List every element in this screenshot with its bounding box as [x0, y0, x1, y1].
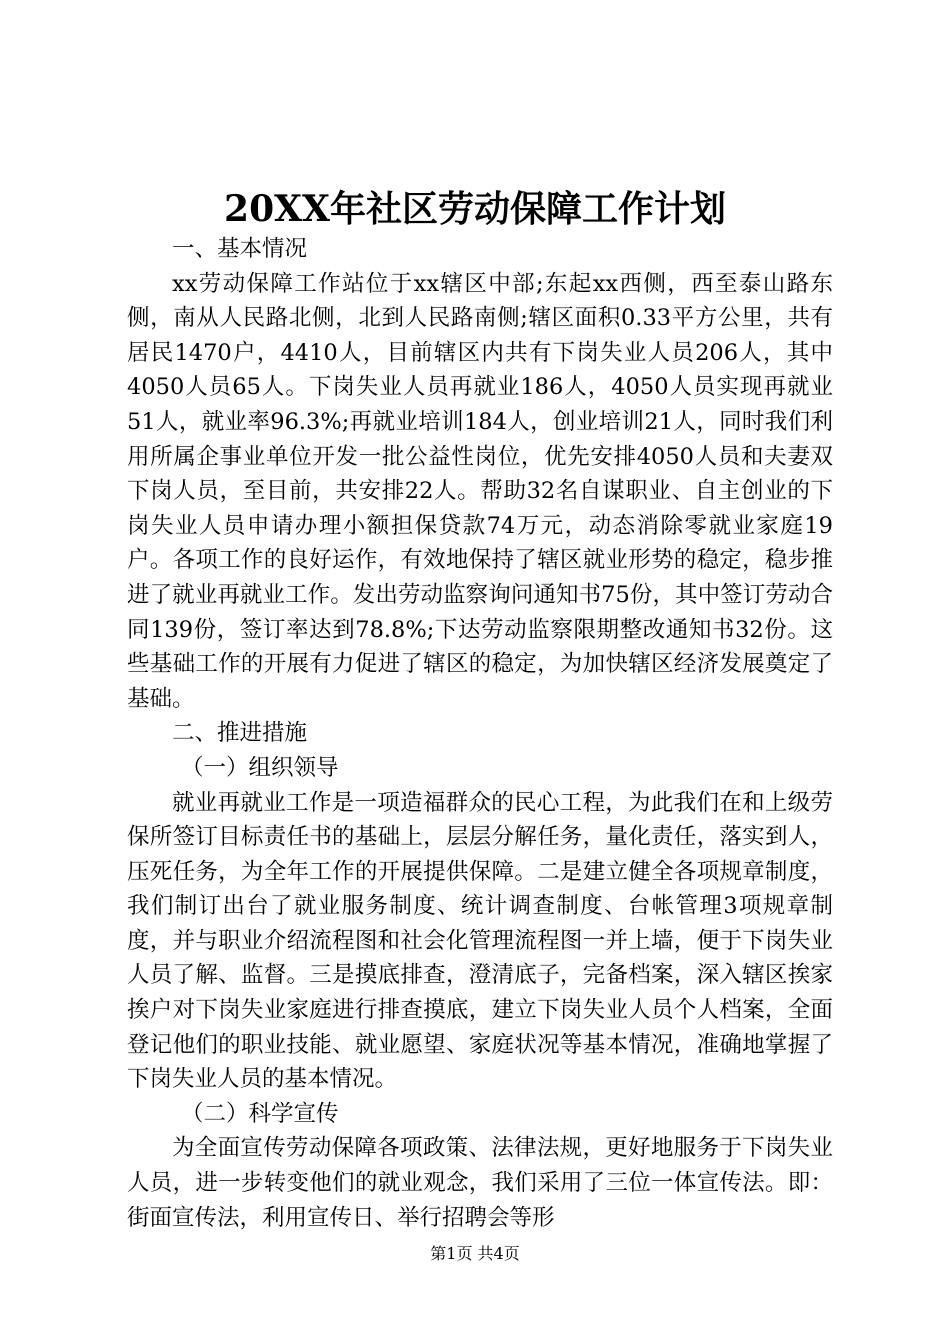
section-heading-measures: 二、推进措施: [172, 720, 308, 747]
section-heading-basic-situation: 一、基本情况: [172, 236, 308, 262]
subsection-heading-organization: （一）组织领导: [181, 754, 339, 781]
subsection-heading-publicity: （二）科学宣传: [181, 1100, 339, 1127]
page-footer: 第1页 共4页: [430, 1244, 520, 1263]
paragraph-basic-situation: xx劳动保障工作站位于xx辖区中部;东起xx西侧，西至泰山路东侧，南从人民路北侧，北到人民路南侧;辖区面积0.33平方公里，共有居民1470户，4410人，目前辖区内共有下岗失业人员206人，其中4050人员65人。下岗失业人员再就业186人，4050人员实现再就业51人，就业率96.3%;再就业培训184人，创业培训21人，同时我们利用所属企事业单位开发一批公益性岗位，优先安排4050人员和夫妻双下岗人员，至目前，共安排22人。帮助32名自谋职业、自主创业的下岗失业人员申请办理小额担保贷款74万元，动态消除零就业家庭19户。各项工作的良好运作，有效地保持了辖区就业形势的稳定，稳步推进了就业再就业工作。发出劳动监察询问通知书75份，其中签订劳动合同139份，签订率达到78.8%;下达劳动监察限期整改通知书32份。这些基础工作的开展有力促进了辖区的稳定，为加快辖区经济发展奠定了基础。: [127, 270, 833, 712]
paragraph-publicity: 为全面宣传劳动保障各项政策、法律法规，更好地服务于下岗失业人员，进一步转变他们的就业观念，我们采用了三位一体宣传法。即：街面宣传法，利用宣传日、举行招聘会等形: [127, 1135, 833, 1231]
document-title: 20XX年社区劳动保障工作计划: [224, 188, 726, 230]
document-body: [127, 232, 833, 1235]
paragraph-organization: 就业再就业工作是一项造福群众的民心工程，为此我们在和上级劳保所签订目标责任书的基础上，层层分解任务，量化责任，落实到人，压死任务，为全年工作的开展提供保障。二是建立健全各项规章制度，我们制订出台了就业服务制度、统计调查制度、台帐管理3项规章制度，并与职业介绍流程图和社会化管理流程图一并上墙，便于下岗失业人员了解、监督。三是摸底排查，澄清底子，完备档案，深入辖区挨家挨户对下岗失业家庭进行排查摸底，建立下岗失业人员个人档案，全面登记他们的职业技能、就业愿望、家庭状况等基本情况，准确地掌握了下岗失业人员的基本情况。: [127, 789, 833, 1093]
